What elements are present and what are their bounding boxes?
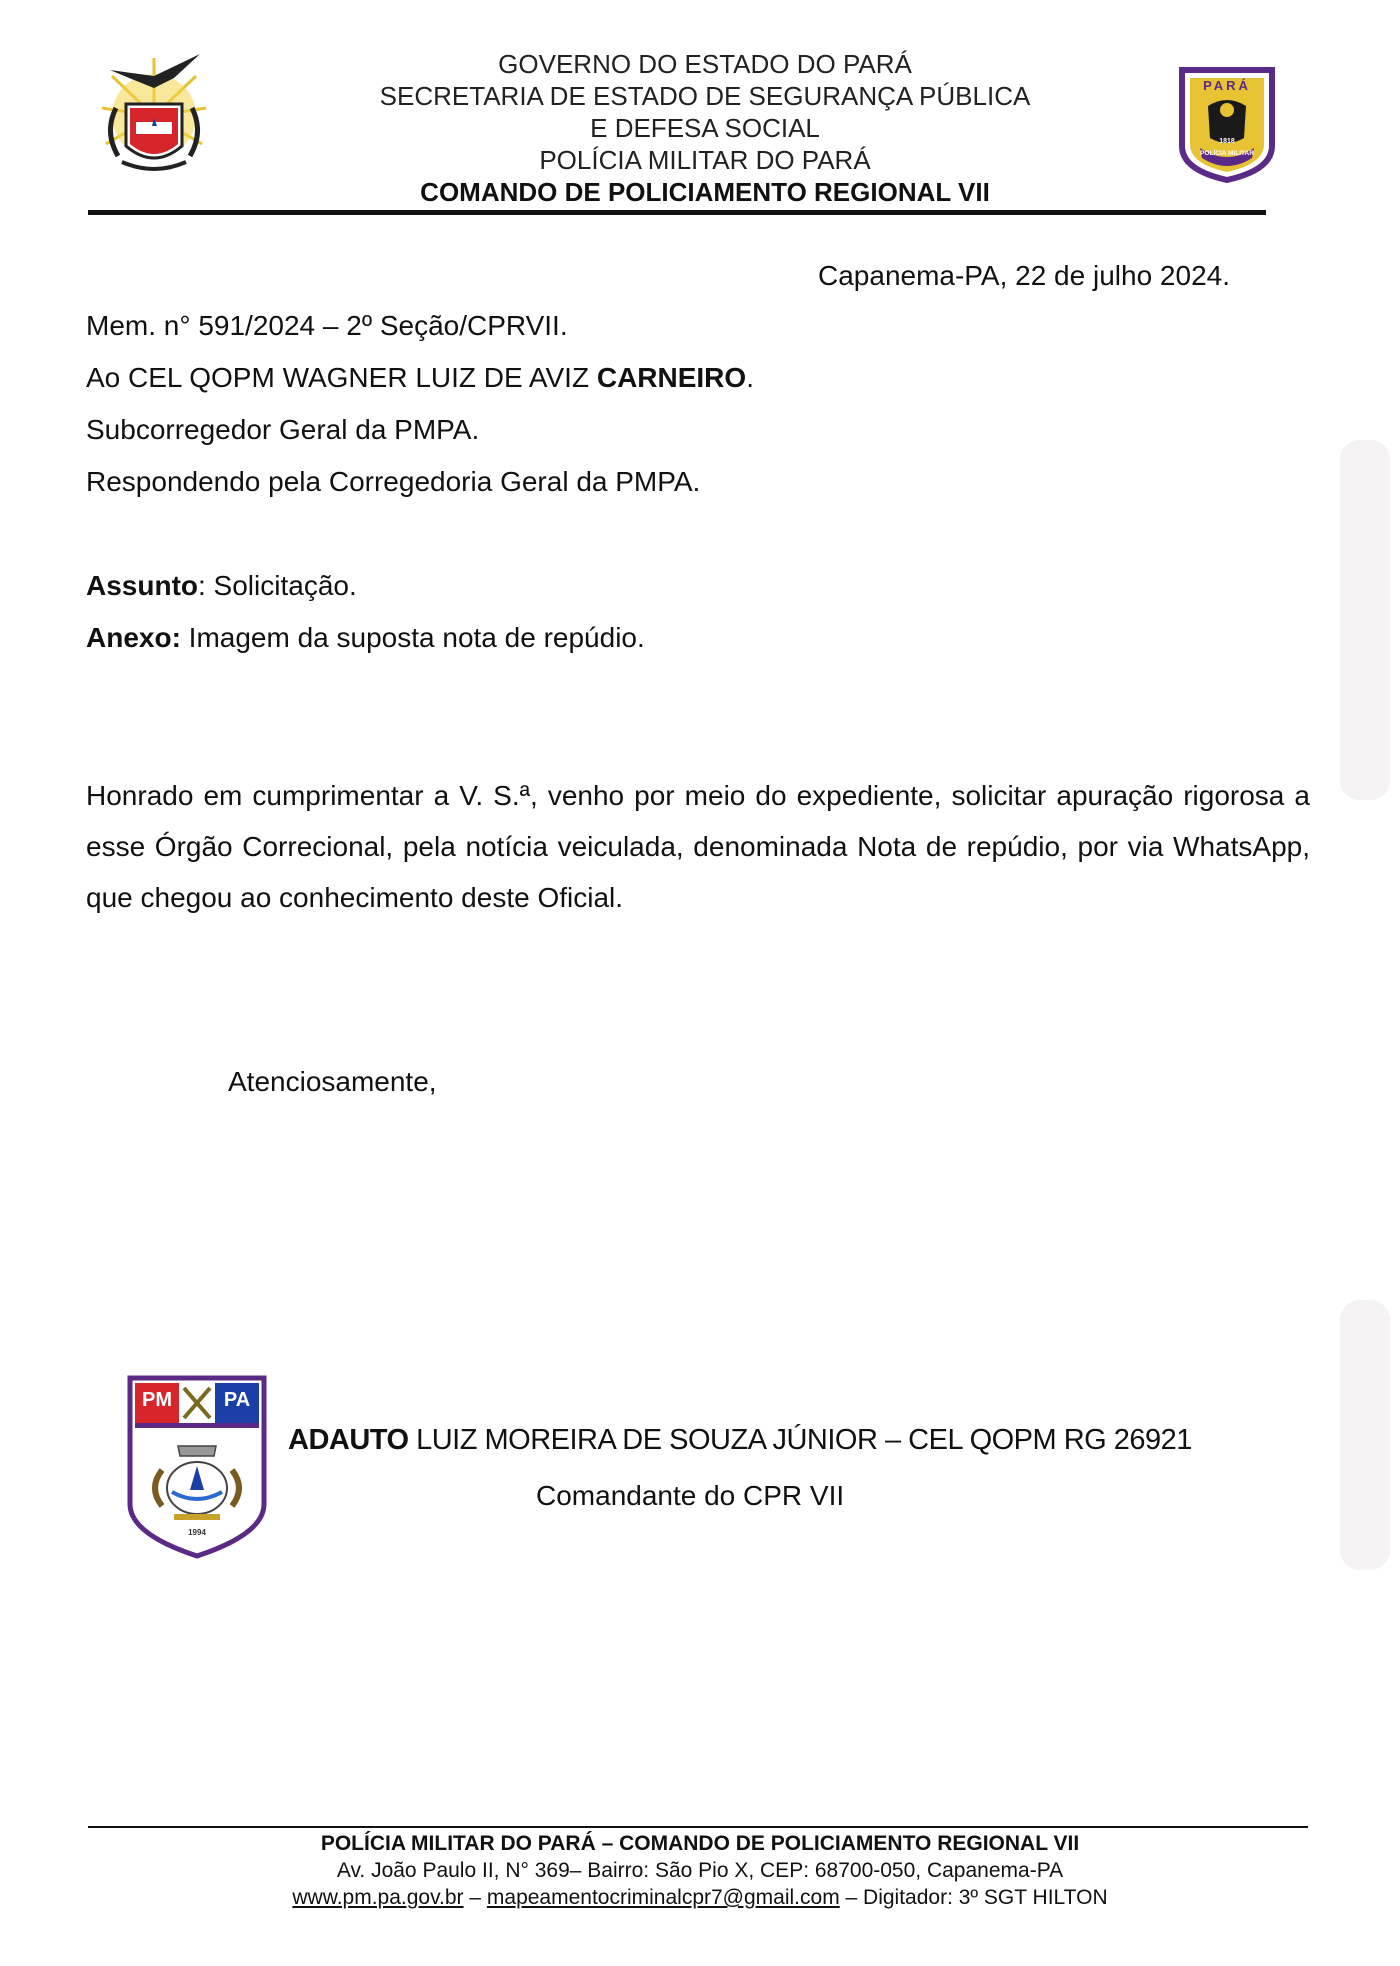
badge-bottom-text: POLÍCIA MILITAR	[1200, 150, 1254, 157]
footer-website-link[interactable]: www.pm.pa.gov.br	[292, 1886, 464, 1909]
header-line-3: E DEFESA SOCIAL	[590, 113, 820, 143]
annex-text: Imagem da suposta nota de repúdio.	[180, 622, 645, 653]
state-coat-of-arms	[96, 46, 212, 178]
subject-line	[86, 568, 357, 604]
badge-top-text: PARÁ	[1203, 78, 1251, 93]
recipient-suffix: .	[746, 362, 754, 393]
signatory-title: Comandante do CPR VII	[536, 1480, 845, 1511]
recipient-line	[86, 360, 754, 396]
recipient-role-2: Respondendo pela Corregedoria Geral da PMPA.	[86, 466, 701, 497]
subject-label: Assunto	[86, 570, 198, 601]
badge-pm-label: PM	[142, 1389, 172, 1411]
footer-rule	[88, 1826, 1308, 1828]
signatory-name	[288, 1424, 1192, 1457]
place-date: Capanema-PA, 22 de julho 2024.	[818, 260, 1230, 291]
letterhead	[200, 48, 1210, 208]
scan-artifact-top	[1340, 440, 1390, 800]
footer-typist: – Digitador: 3º SGT HILTON	[839, 1886, 1108, 1909]
recipient-role-1: Subcorregedor Geral da PMPA.	[86, 414, 480, 445]
header-line-1: GOVERNO DO ESTADO DO PARÁ	[498, 49, 912, 79]
header-line-2: SECRETARIA DE ESTADO DE SEGURANÇA PÚBLICA	[379, 81, 1031, 111]
recipient-name: Ao CEL QOPM WAGNER LUIZ DE AVIZ	[86, 362, 597, 393]
closing: Atenciosamente,	[228, 1066, 437, 1097]
annex-label: Anexo:	[86, 622, 181, 653]
header-rule	[88, 210, 1266, 215]
signatory-rest: LUIZ MOREIRA DE SOUZA JÚNIOR – CEL QOPM RG 26921	[408, 1424, 1192, 1456]
coat-of-arms-icon	[96, 46, 212, 178]
annex-line	[86, 620, 645, 656]
footer-email-link[interactable]: mapeamentocriminalcpr7@gmail.com	[486, 1886, 840, 1909]
subject-text: : Solicitação.	[198, 570, 357, 601]
signatory-first-name: ADAUTO	[288, 1424, 409, 1456]
police-badge	[1178, 66, 1276, 184]
footer-sep: –	[463, 1886, 487, 1909]
recipient-surname: CARNEIRO	[596, 362, 747, 393]
cpr-badge	[126, 1374, 268, 1560]
header-line-5: COMANDO DE POLICIAMENTO REGIONAL VII	[420, 177, 990, 207]
badge-pa-label: PA	[223, 1389, 251, 1411]
memo-number: Mem. n° 591/2024 – 2º Seção/CPRVII.	[86, 310, 568, 341]
footer-line-2: Av. João Paulo II, N° 369– Bairro: São Pio X, CEP: 68700-050, Capanema-PA	[336, 1859, 1064, 1882]
footer	[88, 1830, 1312, 1911]
body-paragraph: Honrado em cumprimentar a V. S.ª, venho por meio do expediente, solicitar apuração rigorosa a esse Órgão Correcional, pela notícia veiculada, denominada Nota de repúdio, por via WhatsApp, que chegou ao conhecimento deste Oficial.	[86, 780, 1310, 913]
footer-line-1: POLÍCIA MILITAR DO PARÁ – COMANDO DE POLICIAMENTO REGIONAL VII	[320, 1832, 1080, 1855]
header-line-4: POLÍCIA MILITAR DO PARÁ	[539, 145, 871, 175]
cpr-badge-year: 1994	[188, 1528, 206, 1537]
footer-line-3	[88, 1884, 1312, 1911]
badge-year: 1818	[1219, 138, 1235, 145]
scan-artifact-bottom	[1340, 1300, 1390, 1570]
